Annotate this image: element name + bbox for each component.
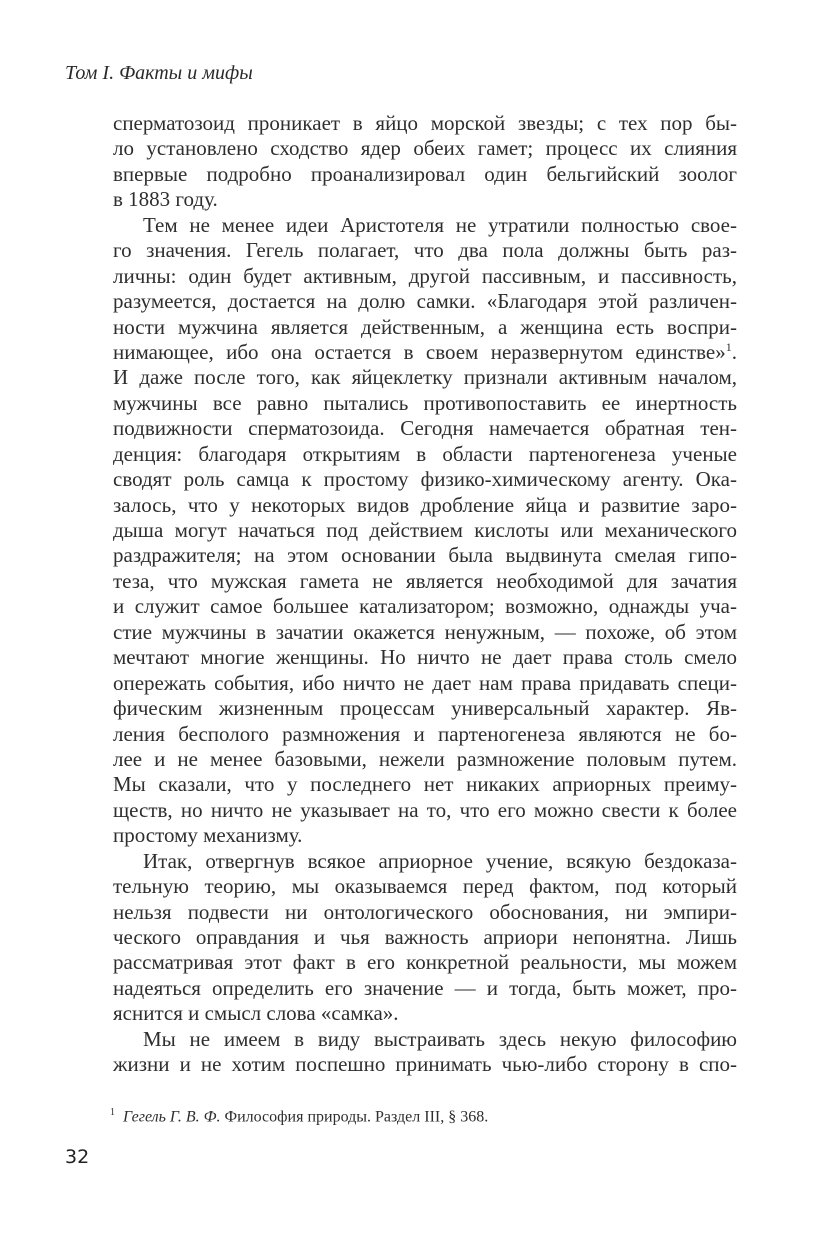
text-line-content: мечтают многие женщины. Но ничто не дает права столь смело — [113, 645, 737, 670]
text-line — [113, 874, 737, 899]
text-line — [113, 849, 737, 874]
text-line-content: И даже после того, как яйцеклетку признали активным началом, — [113, 365, 737, 390]
text-line — [113, 493, 737, 518]
text-line — [113, 594, 737, 619]
text-line-content: личны: один будет активным, другой пассивным, и пассивность, — [113, 263, 737, 288]
text-line — [113, 136, 737, 161]
text-line-content: в 1883 году. — [113, 187, 218, 212]
text-line — [113, 365, 737, 390]
text-line-content: нельзя подвести ни онтологического обоснования, ни эмпири- — [113, 899, 737, 924]
text-line — [113, 543, 737, 568]
text-line-content: Итак, отвергнув всякое априорное учение, всякую бездоказа- — [143, 848, 737, 873]
text-line-content: денция: благодаря открытиям в области партеногенеза ученые — [113, 441, 737, 466]
text-line — [113, 187, 737, 212]
text-line-content: Мы не имеем в виду выстраивать здесь некую философию — [143, 1026, 737, 1051]
text-line-content: жизни и не хотим поспешно принимать чью-либо сторону в спо- — [113, 1052, 737, 1077]
text-line-content: нимающее, ибо она остается в своем неразвернутом единстве» — [113, 339, 726, 364]
text-line-content: Мы сказали, что у последнего нет никаких априорных преиму- — [113, 772, 737, 797]
text-line — [113, 900, 737, 925]
footnote — [110, 1107, 488, 1126]
text-line-content: стие мужчины в зачатии окажется ненужным, — похоже, об этом — [113, 619, 737, 644]
text-line-content: раздражителя; на этом основании была выдвинута смелая гипо- — [113, 543, 737, 568]
text-line-content: Тем не менее идеи Аристотеля не утратили полностью свое- — [143, 212, 737, 237]
running-head: Том I. Факты и мифы — [65, 62, 253, 84]
text-line-content: мужчины все равно пытались противопоставить ее инертность — [113, 390, 737, 415]
text-line — [113, 111, 737, 136]
footnote-text: Философия природы. Раздел III, § 368. — [220, 1108, 489, 1126]
text-line — [113, 315, 737, 340]
text-line-content: дыша могут начаться под действием кислоты или механического — [113, 518, 737, 542]
text-line — [113, 620, 737, 645]
text-line — [113, 162, 737, 187]
text-line — [113, 213, 737, 238]
body-text — [113, 111, 737, 1078]
text-line — [113, 442, 737, 467]
text-line — [113, 1052, 737, 1077]
text-line-content: и служит самое большее катализатором; возможно, однажды уча- — [113, 594, 737, 619]
text-line-content: сперматозоид проникает в яйцо морской звезды; с тех пор бы- — [113, 111, 737, 135]
page-number: 32 — [65, 1146, 90, 1168]
text-line — [113, 391, 737, 416]
text-line-content: ления бесполого размножения и партеногенеза являются не бо- — [113, 721, 737, 746]
text-line-content: опережать события, ибо ничто не дает нам права придавать специ- — [113, 670, 737, 695]
text-line — [113, 722, 737, 747]
text-line — [113, 238, 737, 263]
text-line-content: впервые подробно проанализировал один бельгийский зоолог — [113, 161, 737, 186]
text-line — [113, 696, 737, 721]
footnote-author: Гегель Г. В. Ф. — [123, 1108, 221, 1126]
text-line-content: надеяться определить его значение — и тогда, быть может, про- — [113, 975, 737, 1000]
text-line — [113, 976, 737, 1001]
text-line — [113, 569, 737, 594]
text-line — [113, 823, 737, 848]
text-line-content: тельную теорию, мы оказываемся перед фактом, под который — [113, 874, 737, 899]
text-line-content: яснится и смысл слова «самка». — [113, 1001, 399, 1026]
footnote-reference[interactable]: 1 — [725, 339, 732, 354]
text-line-content: ности мужчина является действенным, а женщина есть воспри- — [113, 314, 737, 339]
text-line-content: простому механизму. — [113, 823, 303, 848]
text-line — [113, 671, 737, 696]
text-line — [113, 340, 737, 365]
text-line-content: разумеется, достается на долю самки. «Благодаря этой различен- — [113, 289, 737, 314]
text-line — [113, 1001, 737, 1026]
text-line — [113, 798, 737, 823]
text-line — [113, 289, 737, 314]
text-line-content: лее и не менее базовыми, нежели размножение половым путем. — [113, 746, 737, 771]
text-line-content: теза, что мужская гамета не является необходимой для зачатия — [113, 568, 737, 593]
text-line-content: ло установлено сходство ядер обеих гамет; процесс их слияния — [113, 136, 737, 161]
text-line — [113, 416, 737, 441]
text-line — [113, 467, 737, 492]
text-line-content: фическим жизненным процессам универсальный характер. Яв- — [113, 696, 737, 721]
text-line-content: ществ, но ничто не указывает на то, что его можно свести к более — [113, 797, 737, 822]
text-line-content: го значения. Гегель полагает, что два пола должны быть раз- — [113, 238, 737, 263]
footnote-mark: 1 — [110, 1107, 115, 1118]
text-line-punctuation: . — [731, 339, 737, 364]
text-line-content: залось, что у некоторых видов дробление яйца и развитие заро- — [113, 492, 737, 517]
text-line-content: рассматривая этот факт в его конкретной реальности, мы можем — [113, 950, 737, 975]
text-line — [113, 747, 737, 772]
text-line — [113, 645, 737, 670]
text-line — [113, 1027, 737, 1052]
text-line-content: подвижности сперматозоида. Сегодня намечается обратная тен- — [113, 416, 737, 441]
text-line — [113, 772, 737, 797]
text-line — [113, 264, 737, 289]
text-line-content: сводят роль самца к простому физико-химическому агенту. Ока- — [113, 467, 737, 492]
text-line — [113, 925, 737, 950]
text-line — [113, 518, 737, 543]
text-line-content: ческого оправдания и чья важность априори непонятна. Лишь — [113, 925, 737, 949]
text-line — [113, 950, 737, 975]
